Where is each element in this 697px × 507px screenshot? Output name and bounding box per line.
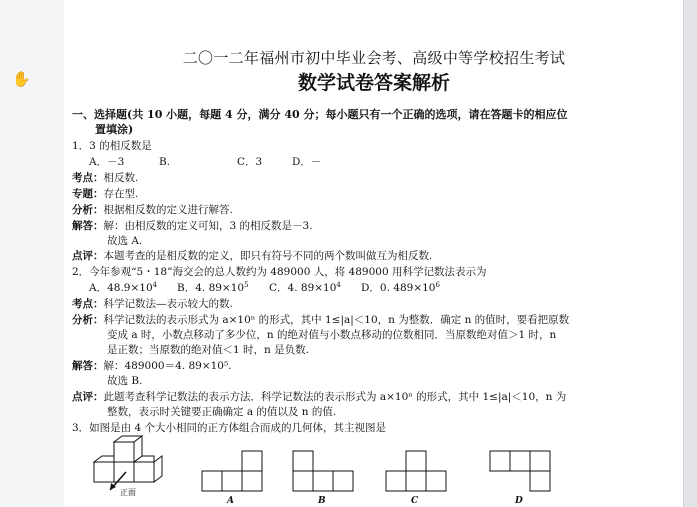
q1-option-d: D．－ bbox=[292, 156, 322, 168]
option-text: D．0. 489×10 bbox=[361, 282, 436, 294]
option-text: C．4. 89×10 bbox=[269, 282, 337, 294]
option-text: A．48.9×10 bbox=[89, 282, 153, 294]
q2-option-c bbox=[269, 281, 361, 295]
label: 点评： bbox=[72, 391, 104, 403]
text: 本题考查的是相反数的定义，即只有符号不同的两个数叫做互为相反数. bbox=[103, 250, 433, 262]
q3-label-d: D bbox=[515, 496, 523, 506]
q1-zhuanti bbox=[72, 187, 138, 201]
q2-fenxi-line3: 是正数；当原数的绝对值＜1 时，n 是负数. bbox=[107, 344, 309, 356]
viewer-left-margin bbox=[0, 0, 64, 507]
text: 存在型. bbox=[103, 188, 139, 200]
q1-dianping bbox=[72, 249, 432, 263]
q3-stem: 3．如图是由 4 个大小相同的正方体组合而成的几何体，其主视图是 bbox=[72, 422, 387, 434]
q3-label-a: A bbox=[227, 496, 234, 506]
exponent: 5 bbox=[244, 281, 249, 289]
label: 解答： bbox=[72, 360, 104, 372]
q2-dianping-line2: 整数，表示时关键要正确确定 a 的值以及 n 的值. bbox=[107, 406, 337, 418]
q1-option-c: C．3 bbox=[237, 156, 263, 168]
q2-option-a bbox=[89, 281, 177, 295]
q1-stem: 1．3 的相反数是 bbox=[72, 140, 152, 152]
label: 分析： bbox=[72, 314, 104, 326]
hand-tool-icon[interactable]: ✋ bbox=[12, 70, 31, 88]
text: 解：489000＝4. 89×10⁵. bbox=[103, 360, 232, 372]
document-page bbox=[64, 0, 684, 507]
exam-title: 二〇一二年福州市初中毕业会考、高级中等学校招生考试 bbox=[182, 49, 566, 67]
text: 根据相反数的定义进行解答. bbox=[103, 204, 233, 216]
q2-fenxi-line2: 变成 a 时，小数点移动了多少位，n 的绝对值与小数点移动的位数相同．当原数绝对值＞1 时，n bbox=[107, 329, 557, 341]
label: 考点： bbox=[72, 172, 104, 184]
label: 解答： bbox=[72, 220, 104, 232]
q2-jieda bbox=[72, 359, 232, 373]
q1-jieda bbox=[72, 219, 313, 233]
exponent: 4 bbox=[152, 281, 158, 289]
label: 专题： bbox=[72, 188, 104, 200]
q2-stem: 2．今年参观“5・18”海交会的总人数约为 489000 人，将 489000 用科学记数法表示为 bbox=[72, 266, 487, 278]
q3-label-b: B bbox=[318, 496, 326, 506]
q3-label-c: C bbox=[411, 496, 419, 506]
option-text: B．4. 89×10 bbox=[177, 282, 245, 294]
q2-kaodian bbox=[72, 297, 233, 311]
text: 相反数. bbox=[103, 172, 139, 184]
q1-options bbox=[89, 155, 321, 169]
q2-dianping bbox=[72, 390, 566, 404]
q2-option-d bbox=[361, 281, 440, 295]
document-title: 数学试卷答案解析 bbox=[297, 72, 450, 94]
q1-option-b: B. bbox=[159, 156, 171, 168]
text: 科学记数法—表示较大的数. bbox=[103, 298, 233, 310]
q3-option-a-figure bbox=[201, 449, 265, 493]
section-heading: 一、选择题(共 10 小题，每题 4 分，满分 40 分；每小题只有一个正确的选项，请在答题卡的相应位 bbox=[72, 108, 568, 121]
q1-option-a: A．－3 bbox=[89, 156, 125, 168]
q2-fenxi bbox=[72, 313, 569, 327]
q1-conclusion: 故选 A. bbox=[107, 235, 143, 247]
exponent: 6 bbox=[435, 281, 440, 289]
vertical-scrollbar[interactable] bbox=[683, 0, 697, 507]
text: 此题考查科学记数法的表示方法．科学记数法的表示形式为 a×10ⁿ 的形式，其中 1≤|a|＜10，n 为 bbox=[103, 391, 567, 403]
label: 分析： bbox=[72, 204, 104, 216]
text: 解：由相反数的定义可知，3 的相反数是－3. bbox=[103, 220, 313, 232]
label: 点评： bbox=[72, 250, 104, 262]
text: 科学记数法的表示形式为 a×10ⁿ 的形式，其中 1≤|a|＜10，n 为整数．确定 n 的值时，要看把原数 bbox=[103, 314, 570, 326]
front-view-label: 正面 bbox=[120, 488, 136, 497]
q1-kaodian bbox=[72, 171, 138, 185]
q1-fenxi bbox=[72, 203, 233, 217]
q2-conclusion: 故选 B. bbox=[107, 375, 143, 387]
label: 考点： bbox=[72, 298, 104, 310]
q2-option-b bbox=[177, 281, 269, 295]
exponent: 4 bbox=[336, 281, 341, 289]
q3-option-d-figure bbox=[489, 449, 553, 493]
section-heading-cont: 置填涂) bbox=[95, 123, 134, 136]
q3-option-b-figure bbox=[292, 449, 356, 493]
q2-options bbox=[89, 281, 440, 295]
q3-option-c-figure bbox=[385, 449, 449, 493]
